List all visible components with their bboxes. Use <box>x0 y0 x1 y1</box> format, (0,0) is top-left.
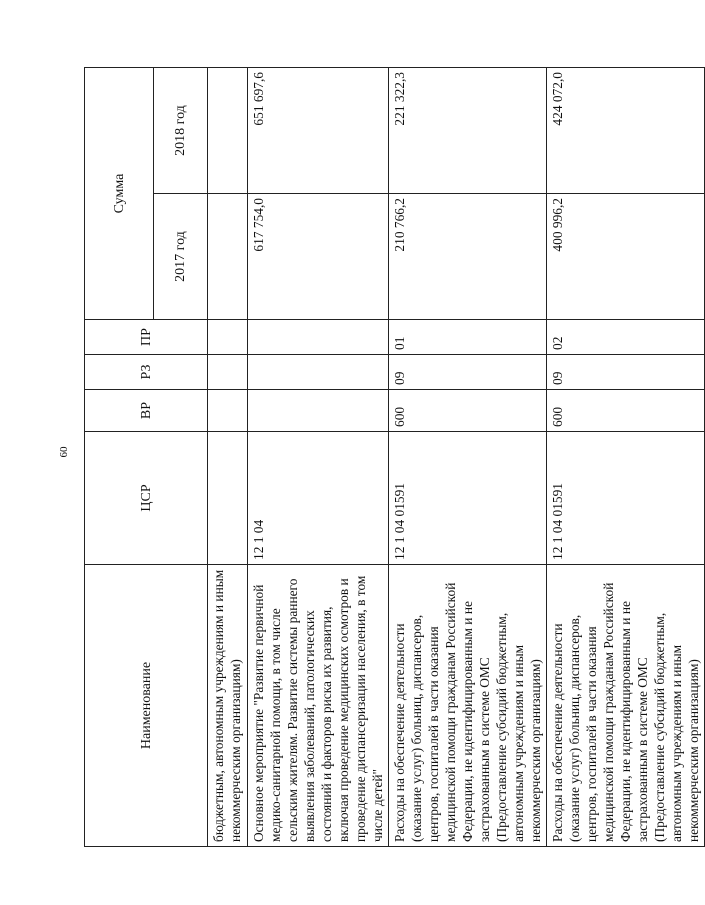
row-rz <box>208 355 248 390</box>
row-pr <box>248 320 389 355</box>
row-rz: 09 <box>389 355 547 390</box>
header-csr: ЦСР <box>85 432 208 565</box>
row-sum-2018: 221 322,3 <box>389 68 547 194</box>
header-rz: РЗ <box>85 355 208 390</box>
row-sum-2017: 617 754,0 <box>248 194 389 320</box>
row-name: Расходы на обеспечение деятельности (оказание услуг) больниц, диспансеров, центров, госпиталей в части оказания медицинской помощи гражданам Российской Федерации, не идентифицированным и не застрахованным в системе ОМС (Предоставление субсидий бюджетным, автономным учреждениям и иным некоммерческим организациям) <box>547 565 705 847</box>
header-pr: ПР <box>85 320 208 355</box>
row-rz: 09 <box>547 355 705 390</box>
header-year-2018: 2018 год <box>154 68 208 194</box>
row-vr <box>248 390 389 432</box>
row-name: Расходы на обеспечение деятельности (оказание услуг) больниц, диспансеров, центров, госпиталей в части оказания медицинской помощи гражданам Российской Федерации, не идентифицированным и не застрахованным в системе ОМС (Предоставление субсидий бюджетным, автономным учреждениям и иным некоммерческим организациям) <box>389 565 547 847</box>
header-name: Наименование <box>85 565 208 847</box>
header-vr: ВР <box>85 390 208 432</box>
table-row <box>208 68 248 847</box>
budget-table <box>84 67 705 847</box>
table-row <box>248 68 389 847</box>
row-vr: 600 <box>389 390 547 432</box>
row-sum-2018 <box>208 68 248 194</box>
row-vr: 600 <box>547 390 705 432</box>
row-pr <box>208 320 248 355</box>
row-name: Основное мероприятие "Развитие первичной медико-санитарной помощи, в том числе сельским жителям. Развитие системы раннего выявления заболеваний, патологических состояний и факторов риска их развития, включая проведение медицинских осмотров и проведение диспансеризации населения, в том числе детей" <box>248 565 389 847</box>
header-year-2017: 2017 год <box>154 194 208 320</box>
row-sum-2017 <box>208 194 248 320</box>
row-sum-2017: 400 996,2 <box>547 194 705 320</box>
row-csr: 12 1 04 <box>248 432 389 565</box>
row-csr: 12 1 04 01591 <box>547 432 705 565</box>
row-csr <box>208 432 248 565</box>
row-pr: 01 <box>389 320 547 355</box>
table-row <box>547 68 705 847</box>
rotated-page-content <box>84 68 701 847</box>
row-sum-2018: 424 072,0 <box>547 68 705 194</box>
table-row <box>389 68 547 847</box>
row-csr: 12 1 04 01591 <box>389 432 547 565</box>
row-sum-2017: 210 766,2 <box>389 194 547 320</box>
header-sum: Сумма <box>85 68 154 320</box>
row-rz <box>248 355 389 390</box>
page-number: 60 <box>58 446 70 458</box>
row-pr: 02 <box>547 320 705 355</box>
row-sum-2018: 651 697,6 <box>248 68 389 194</box>
row-vr <box>208 390 248 432</box>
row-name: бюджетным, автономным учреждениям и иным некоммерческим организациям) <box>208 565 248 847</box>
